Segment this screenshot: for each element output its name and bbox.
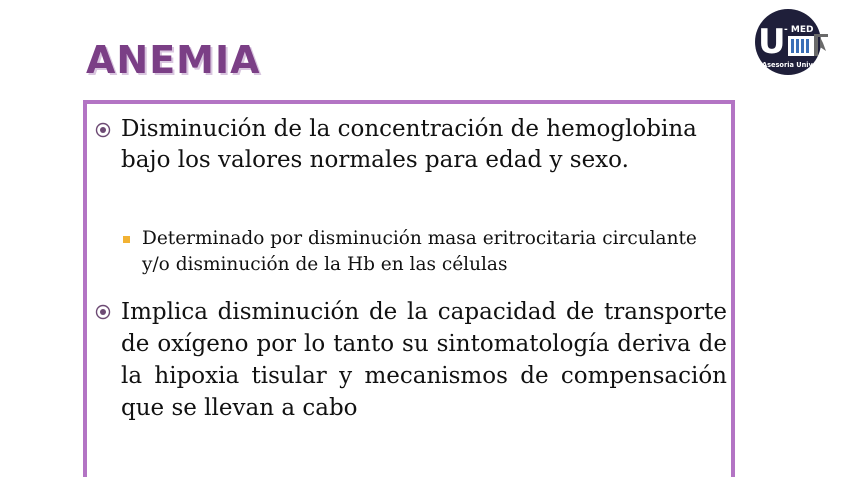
svg-text:- MED: - MED [784,25,814,35]
bullet-item [95,296,727,424]
sub-bullet-item [123,226,723,278]
sub-bullet-text: Determinado por disminución masa eritrocitaria circulante y/o disminución de la Hb en las células [142,228,697,275]
svg-text:U: U [758,22,786,62]
radio-circle-bullet-icon [95,304,111,320]
bullet-item [95,114,725,176]
svg-text:Asesoria Universitaria: Asesoria Universitaria [762,61,840,69]
square-bullet-icon [123,236,130,243]
bullet-text: Disminución de la concentración de hemoglobina bajo los valores normales para edad y sexo. [121,116,697,173]
bullet-text: Implica disminución de la capacidad de transporte de oxígeno por lo tanto su sintomatología deriva de la hipoxia tisular y mecanismos de compensación que se llevan a cabo [121,299,727,421]
slide-title: ANEMIA [86,38,261,82]
u-med-logo [748,8,840,76]
content-box [83,100,735,477]
radio-circle-bullet-icon [95,122,111,138]
